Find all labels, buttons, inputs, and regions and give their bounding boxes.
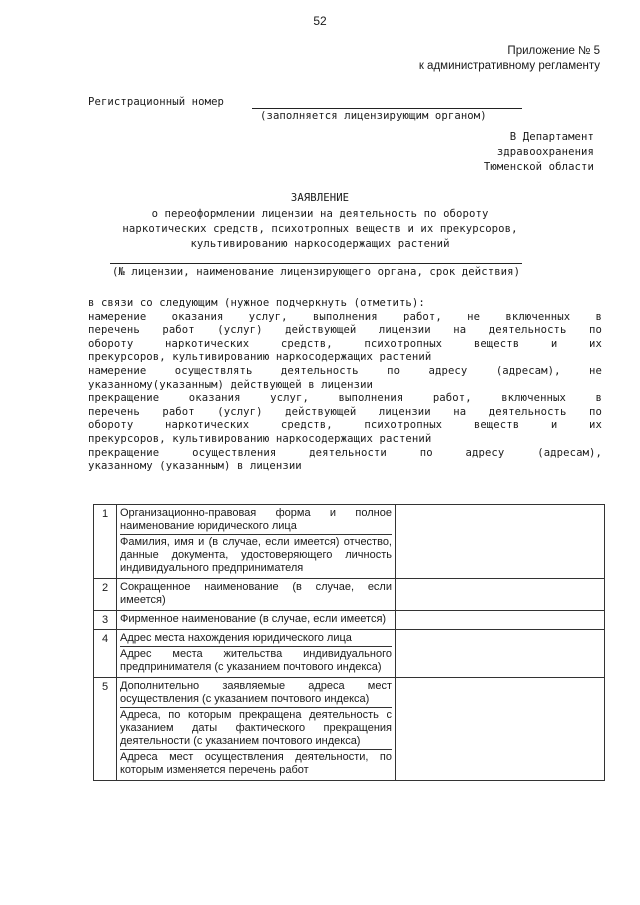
recipient-line-3: Тюменской области <box>483 161 594 173</box>
registration-note: (заполняется лицензирующим органом) <box>260 110 487 122</box>
row-value-field[interactable] <box>396 505 605 579</box>
reasons-intro: в связи со следующим (нужное подчеркнуть (отметить): <box>88 297 425 309</box>
reason-line[interactable]: перечень работ (услуг) действующей лицензии на деятельность по <box>88 324 602 337</box>
license-info-note: (№ лицензии, наименование лицензирующего органа, срок действия) <box>112 266 521 278</box>
table-row <box>94 630 605 678</box>
subtitle-line: наркотических средств, психотропных веществ и их прекурсоров, <box>122 223 518 235</box>
table-row <box>94 505 605 579</box>
row-description-item: Организационно-правовая форма и полное наименование юридического лица <box>120 507 392 535</box>
registration-label: Регистрационный номер <box>88 96 225 108</box>
row-value-field[interactable] <box>396 611 605 630</box>
reason-line[interactable]: прекурсоров, культивированию наркосодержащих растений <box>88 432 432 445</box>
row-description <box>117 630 396 678</box>
document-subtitle <box>0 207 640 252</box>
reason-line[interactable]: намерение осуществлять деятельность по адресу (адресам), не <box>88 364 602 377</box>
row-description-item: Адрес места жительства индивидуального предпринимателя (с указанием почтового индекса) <box>120 648 392 673</box>
reason-line[interactable]: прекращение осуществления деятельности по адресу (адресам), <box>88 446 602 459</box>
row-description-item: Дополнительно заявляемые адреса мест осуществления (с указанием почтового индекса) <box>120 680 392 708</box>
subtitle-line: культивированию наркосодержащих растений <box>190 238 450 250</box>
reasons-block <box>88 297 602 474</box>
page-number: 52 <box>313 14 327 28</box>
reason-line[interactable]: обороту наркотических средств, психотропных веществ и их <box>88 337 602 350</box>
application-form-table <box>93 504 605 781</box>
subtitle-line: о переоформлении лицензии на деятельность по обороту <box>151 208 489 220</box>
table-row <box>94 611 605 630</box>
reason-line[interactable]: указанному (указанным) в лицензии <box>88 460 302 473</box>
row-number: 2 <box>94 579 117 611</box>
row-description-item: Сокращенное наименование (в случае, если имеется) <box>120 581 392 606</box>
row-number: 3 <box>94 611 117 630</box>
reason-line[interactable]: прекурсоров, культивированию наркосодержащих растений <box>88 351 432 364</box>
appendix-subtitle: к административному регламенту <box>418 60 600 72</box>
row-description-item: Фамилия, имя и (в случае, если имеется) отчество, данные документа, удостоверяющего личность индивидуального предпринимателя <box>120 536 392 574</box>
recipient-line-1: В Департамент <box>509 131 594 143</box>
appendix-header <box>419 44 600 74</box>
table-row <box>94 678 605 781</box>
row-description <box>117 505 396 579</box>
registration-number-field[interactable] <box>252 108 522 109</box>
appendix-title: Приложение № 5 <box>507 45 600 57</box>
reason-line[interactable]: указанному(указанным) действующей в лицензии <box>88 378 374 391</box>
row-description <box>117 611 396 630</box>
recipient-block <box>484 130 594 175</box>
row-value-field[interactable] <box>396 579 605 611</box>
row-description <box>117 678 396 781</box>
reason-line[interactable]: прекращение оказания услуг, выполнения работ, включенных в <box>88 392 602 405</box>
reason-line[interactable]: намерение оказания услуг, выполнения работ, не включенных в <box>88 310 602 323</box>
row-number: 5 <box>94 678 117 781</box>
row-description-item: Адрес места нахождения юридического лица <box>120 632 392 647</box>
reason-line[interactable]: обороту наркотических средств, психотропных веществ и их <box>88 419 602 432</box>
table-row <box>94 579 605 611</box>
row-number: 4 <box>94 630 117 678</box>
license-info-field[interactable] <box>110 263 522 264</box>
row-description-item: Адреса мест осуществления деятельности, по которым изменяется перечень работ <box>120 751 392 776</box>
row-description <box>117 579 396 611</box>
row-value-field[interactable] <box>396 678 605 781</box>
row-description-item: Фирменное наименование (в случае, если имеется) <box>120 613 387 625</box>
row-value-field[interactable] <box>396 630 605 678</box>
reason-line[interactable]: перечень работ (услуг) действующей лицензии на деятельность по <box>88 405 602 418</box>
row-number: 1 <box>94 505 117 579</box>
row-description-item: Адреса, по которым прекращена деятельность с указанием даты фактического прекращения деятельности (с указанием почтового индекса) <box>120 709 392 750</box>
recipient-line-2: здравоохранения <box>496 146 594 158</box>
document-title: ЗАЯВЛЕНИЕ <box>290 192 350 204</box>
